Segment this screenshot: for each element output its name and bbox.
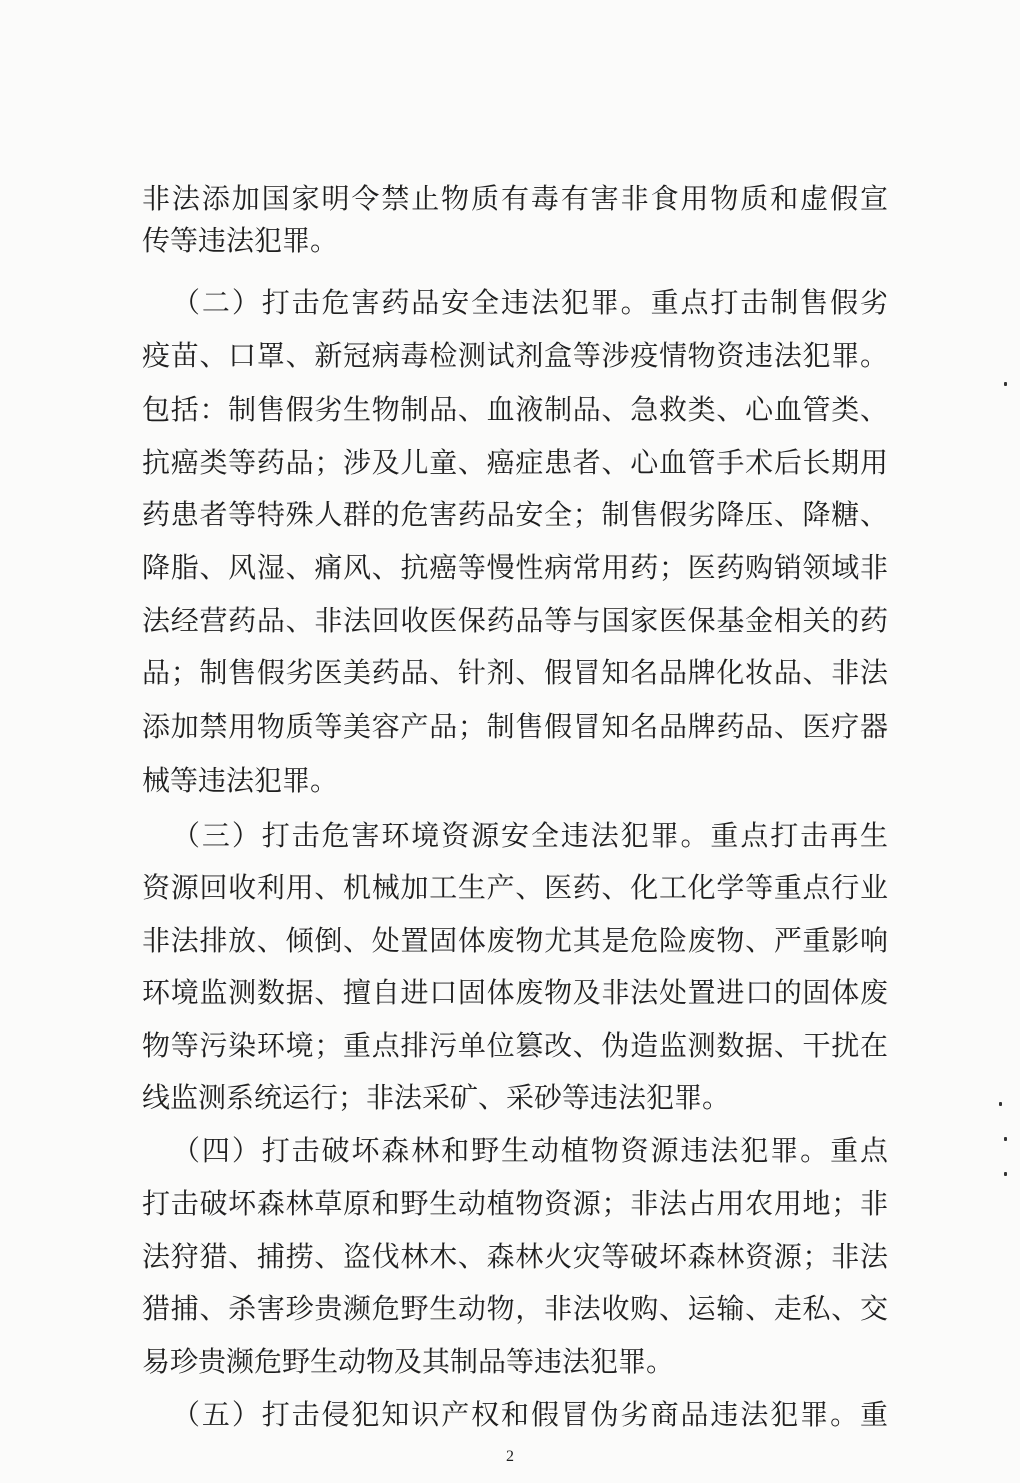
scan-speck xyxy=(1004,1137,1007,1141)
scan-speck xyxy=(1004,382,1007,386)
text-line: （二）打击危害药品安全违法犯罪。重点打击制售假劣 xyxy=(172,286,888,319)
text-line: 降脂、风湿、痛风、抗癌等慢性病常用药；医药购销领域非 xyxy=(142,551,888,584)
page-number: 2 xyxy=(506,1448,514,1465)
scan-speck xyxy=(999,1102,1002,1106)
text-line: 抗癌类等药品；涉及儿童、癌症患者、心血管手术后长期用 xyxy=(142,446,888,479)
text-line: 械等违法犯罪。 xyxy=(142,764,339,797)
text-line: 物等污染环境；重点排污单位篡改、伪造监测数据、干扰在 xyxy=(142,1029,888,1062)
text-line: 传等违法犯罪。 xyxy=(142,224,339,257)
text-line: （三）打击危害环境资源安全违法犯罪。重点打击再生 xyxy=(172,819,888,852)
text-line: 法经营药品、非法回收医保药品等与国家医保基金相关的药 xyxy=(142,604,888,637)
text-line: 非法添加国家明令禁止物质有毒有害非食用物质和虚假宣 xyxy=(142,182,888,215)
text-line: 线监测系统运行；非法采矿、采砂等违法犯罪。 xyxy=(142,1081,731,1114)
text-line: 药患者等特殊人群的危害药品安全；制售假劣降压、降糖、 xyxy=(142,498,888,531)
text-line: 包括：制售假劣生物制品、血液制品、急救类、心血管类、 xyxy=(142,393,888,426)
text-line: 猎捕、杀害珍贵濒危野生动物，非法收购、运输、走私、交 xyxy=(142,1292,888,1325)
scan-speck xyxy=(1004,1172,1007,1176)
text-line: 环境监测数据、擅自进口固体废物及非法处置进口的固体废 xyxy=(142,976,888,1009)
text-line: 品；制售假劣医美药品、针剂、假冒知名品牌化妆品、非法 xyxy=(142,656,888,689)
text-line: 打击破坏森林草原和野生动植物资源；非法占用农用地；非 xyxy=(142,1187,888,1220)
text-line: 疫苗、口罩、新冠病毒检测试剂盒等涉疫情物资违法犯罪。 xyxy=(142,339,888,372)
text-line: （四）打击破坏森林和野生动植物资源违法犯罪。重点 xyxy=(172,1134,888,1167)
text-line: 非法排放、倾倒、处置固体废物尤其是危险废物、严重影响 xyxy=(142,924,888,957)
text-line: 添加禁用物质等美容产品；制售假冒知名品牌药品、医疗器 xyxy=(142,710,888,743)
text-line: （五）打击侵犯知识产权和假冒伪劣商品违法犯罪。重 xyxy=(172,1398,888,1431)
text-line: 易珍贵濒危野生动物及其制品等违法犯罪。 xyxy=(142,1345,675,1378)
text-line: 资源回收利用、机械加工生产、医药、化工化学等重点行业 xyxy=(142,871,888,904)
text-line: 法狩猎、捕捞、盗伐林木、森林火灾等破坏森林资源；非法 xyxy=(142,1240,888,1273)
